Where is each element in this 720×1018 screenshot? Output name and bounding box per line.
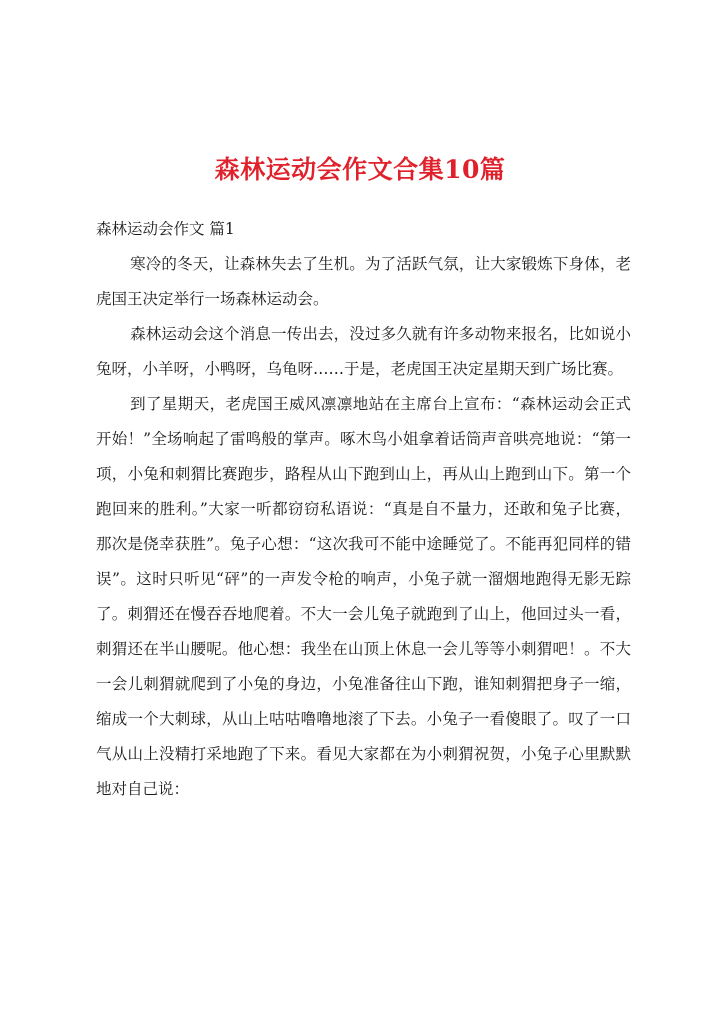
- document-body: [96, 212, 631, 807]
- paragraph-2: 森林运动会这个消息一传出去，没过多久就有许多动物来报名，比如说小兔呀，小羊呀，小鸭呀，乌龟呀……于是，老虎国王决定星期天到广场比赛。: [96, 325, 631, 378]
- document-title: 森林运动会作文合集10篇: [214, 155, 506, 184]
- section-heading: 森林运动会作文 篇1: [96, 220, 235, 238]
- paragraph-3: 到了星期天，老虎国王威风凛凛地站在主席台上宣布：“森林运动会正式开始！”全场响起了雷鸣般的掌声。啄木鸟小姐拿着话筒声音哄亮地说：“第一项，小兔和刺猬比赛跑步，路程从山下跑到山上，再从山上跑到山下。第一个跑回来的胜利。”大家一听都窃窃私语说：“真是自不量力，还敢和兔子比赛，那次是侥幸获胜”。兔子心想：“这次我可不能中途睡觉了。不能再犯同样的错误”。这时只听见“砰”的一声发令枪的响声，小兔子就一溜烟地跑得无影无踪了。刺猬还在慢吞吞地爬着。不大一会儿兔子就跑到了山上，他回过头一看，刺猬还在半山腰呢。他心想：我坐在山顶上休息一会儿等等小刺猬吧！。不大一会儿刺猬就爬到了小兔的身边，小兔准备往山下跑，谁知刺猬把身子一缩，缩成一个大刺球，从山上咕咕噜噜地滚了下去。小兔子一看傻眼了。叹了一口气从山上没精打采地跑了下来。看见大家都在为小刺猬祝贺，小兔子心里默默地对自己说：: [96, 395, 631, 798]
- paragraph-1: 寒冷的冬天，让森林失去了生机。为了活跃气氛，让大家锻炼下身体，老虎国王决定举行一场森林运动会。: [96, 255, 631, 308]
